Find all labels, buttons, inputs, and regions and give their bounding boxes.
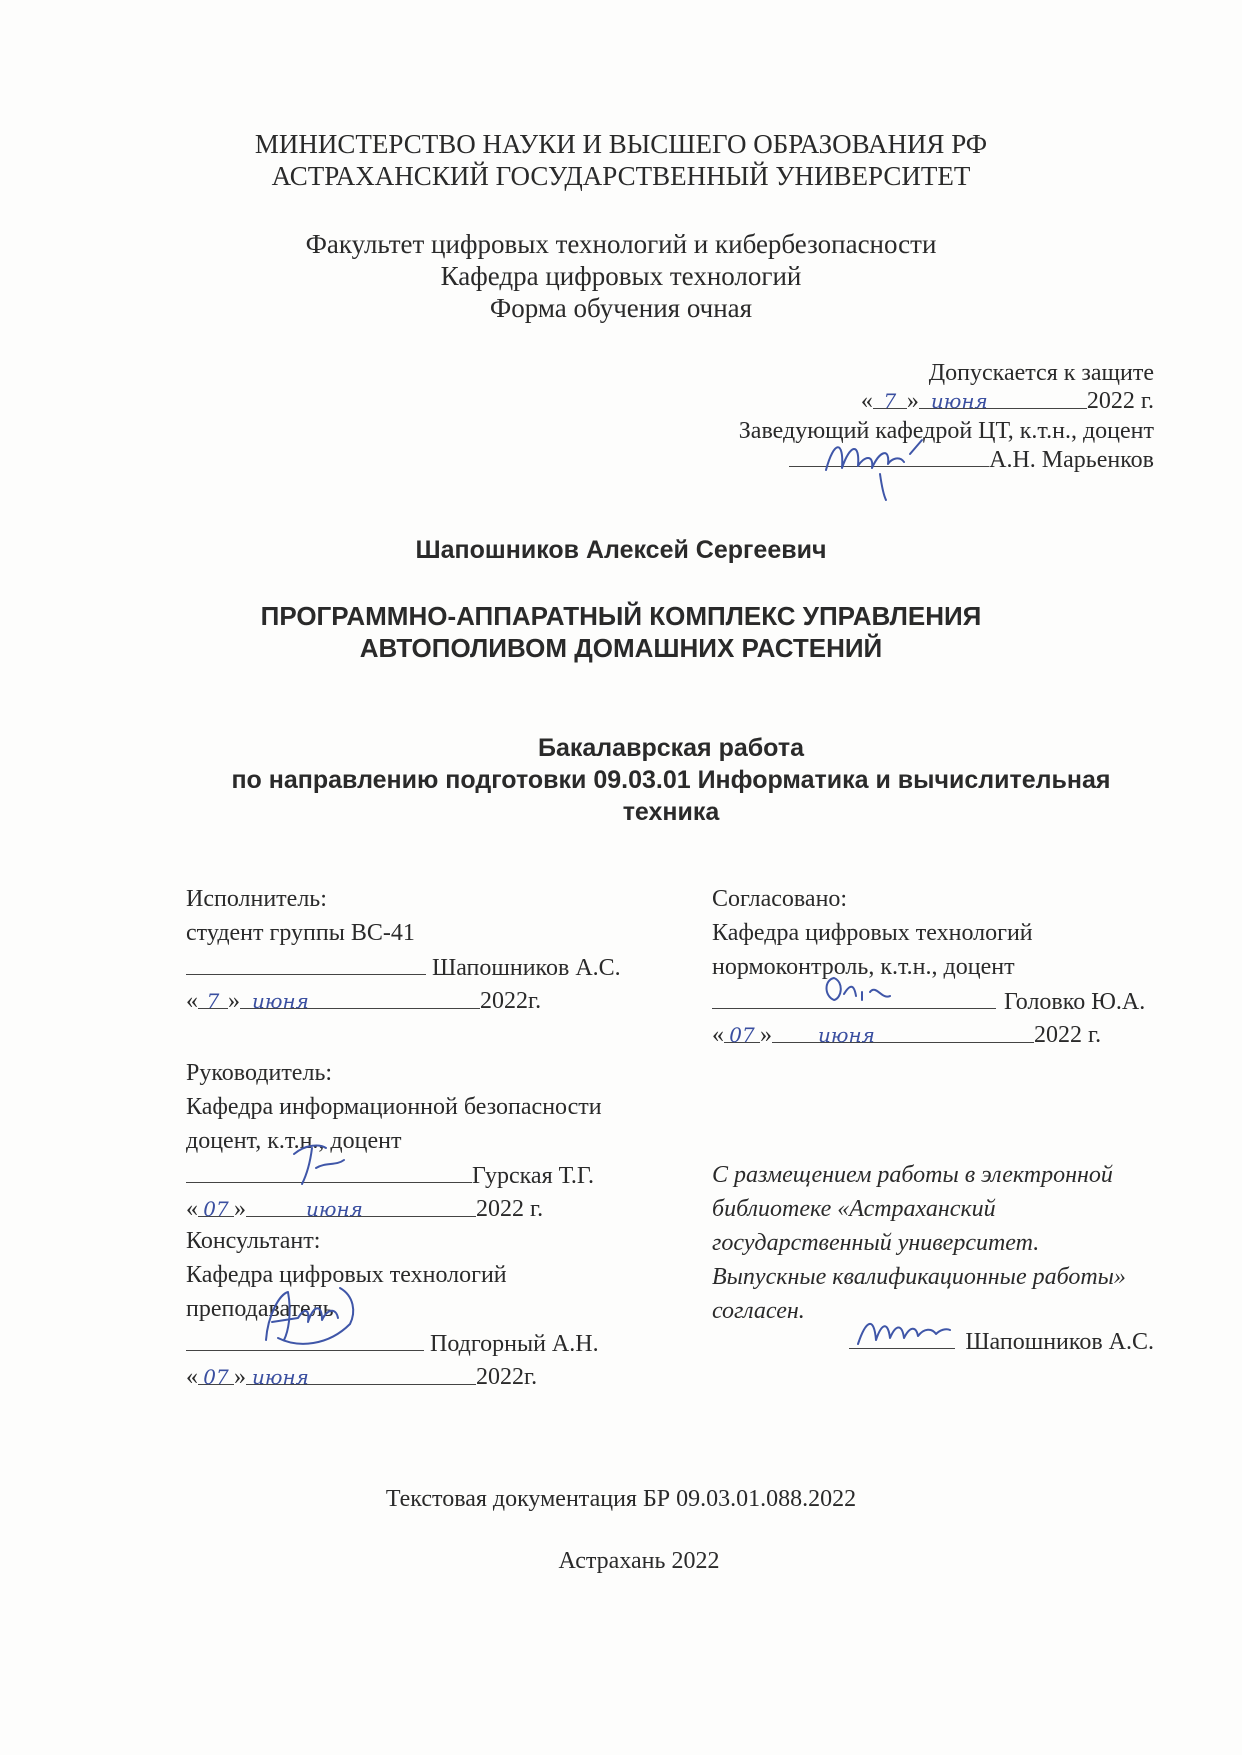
author-name: Шапошников Алексей Сергеевич	[415, 536, 827, 564]
study-form: Форма обучения очная	[489, 293, 753, 323]
university-heading: АСТРАХАНСКИЙ ГОСУДАРСТВЕННЫЙ УНИВЕРСИТЕТ	[271, 161, 971, 191]
approved-date-month: июня	[818, 1023, 875, 1047]
admission-date-month: июня	[930, 389, 988, 413]
direction-line2: техника	[622, 798, 720, 826]
approved-department: Кафедра цифровых технологий	[712, 920, 1033, 946]
admission-date-open: «	[860, 388, 873, 414]
consultant-date-year: 2022г.	[476, 1364, 538, 1390]
approved-date: « 07 » июня 2022 г.	[712, 1022, 1102, 1048]
executor-label: Исполнитель:	[186, 886, 327, 912]
consultant-department: Кафедра цифровых технологий	[186, 1262, 507, 1288]
consent-name: Шапошников А.С.	[965, 1329, 1154, 1355]
approved-date-day: 07	[729, 1023, 755, 1047]
executor-signature-line	[186, 952, 621, 983]
consent-line3: государственный университет.	[712, 1230, 1040, 1256]
supervisor-signature-line	[186, 1160, 594, 1191]
approved-date-year: 2022 г.	[1034, 1022, 1102, 1048]
approved-position: нормоконтроль, к.т.н., доцент	[712, 954, 1015, 980]
admission-head-name: А.Н. Марьенков	[989, 447, 1154, 473]
executor-date-year: 2022г.	[480, 988, 542, 1014]
approved-label: Согласовано:	[712, 886, 848, 912]
admission-date-year: 2022 г.	[1086, 388, 1154, 414]
consent-line1: С размещением работы в электронной	[712, 1162, 1113, 1188]
consent-line2: библиотеке «Астраханский	[712, 1196, 996, 1222]
supervisor-date-month: июня	[306, 1197, 363, 1221]
supervisor-position: доцент, к.т.н., доцент	[186, 1128, 402, 1154]
thesis-title-line2: АВТОПОЛИВОМ ДОМАШНИХ РАСТЕНИЙ	[359, 633, 883, 663]
faculty-heading: Факультет цифровых технологий и кибербезопасности	[305, 229, 937, 259]
supervisor-name: Гурская Т.Г.	[472, 1163, 595, 1189]
department-heading: Кафедра цифровых технологий	[440, 261, 802, 291]
executor-date-day: 7	[206, 989, 220, 1013]
ministry-heading: МИНИСТЕРСТВО НАУКИ И ВЫСШЕГО ОБРАЗОВАНИЯ РФ	[254, 129, 988, 159]
work-type: Бакалаврская работа	[538, 734, 804, 762]
consent-line5: согласен.	[712, 1298, 805, 1324]
admission-date-mid: »	[906, 388, 919, 414]
document-code: Текстовая документация БР 09.03.01.088.2022	[385, 1486, 857, 1512]
thesis-title-line1: ПРОГРАММНО-АППАРАТНЫЙ КОМПЛЕКС УПРАВЛЕНИЯ	[260, 601, 982, 631]
supervisor-label: Руководитель:	[186, 1060, 333, 1086]
consultant-label: Консультант:	[186, 1228, 321, 1254]
normcontrol-signature	[820, 970, 900, 1010]
admission-date-day: 7	[883, 389, 897, 413]
city-year: Астрахань 2022	[558, 1548, 720, 1574]
admission-head-title: Заведующий кафедрой ЦТ, к.т.н., доцент	[738, 418, 1154, 444]
supervisor-date-day: 07	[203, 1197, 229, 1221]
approved-signature-line	[712, 986, 1145, 1017]
executor-date: « 7 » июня 2022г.	[186, 988, 542, 1014]
consultant-date-day: 07	[203, 1365, 229, 1389]
supervisor-date: « 07 » июня 2022 г.	[186, 1196, 544, 1222]
consultant-name: Подгорный А.Н.	[430, 1331, 599, 1357]
admission-title: Допускается к защите	[928, 360, 1154, 386]
student-signature	[852, 1310, 952, 1350]
executor-group: студент группы ВС-41	[186, 920, 415, 946]
admission-date	[861, 386, 1154, 416]
consultant-date-month: июня	[252, 1365, 309, 1389]
consultant-signature-line	[186, 1328, 599, 1359]
approved-name: Головко Ю.А.	[1004, 989, 1146, 1015]
supervisor-signature	[290, 1140, 350, 1190]
consent-line4: Выпускные квалификационные работы»	[712, 1264, 1126, 1290]
consultant-date: « 07 » июня 2022г.	[186, 1364, 538, 1390]
supervisor-department: Кафедра информационной безопасности	[186, 1094, 602, 1120]
consultant-signature	[258, 1274, 358, 1354]
executor-name: Шапошников А.С.	[432, 955, 621, 981]
head-signature	[820, 430, 930, 500]
executor-date-month: июня	[252, 989, 309, 1013]
supervisor-date-year: 2022 г.	[476, 1196, 544, 1222]
direction-line1: по направлению подготовки 09.03.01 Информатика и вычислительная	[231, 766, 1111, 794]
consultant-position: преподаватель	[186, 1296, 334, 1322]
